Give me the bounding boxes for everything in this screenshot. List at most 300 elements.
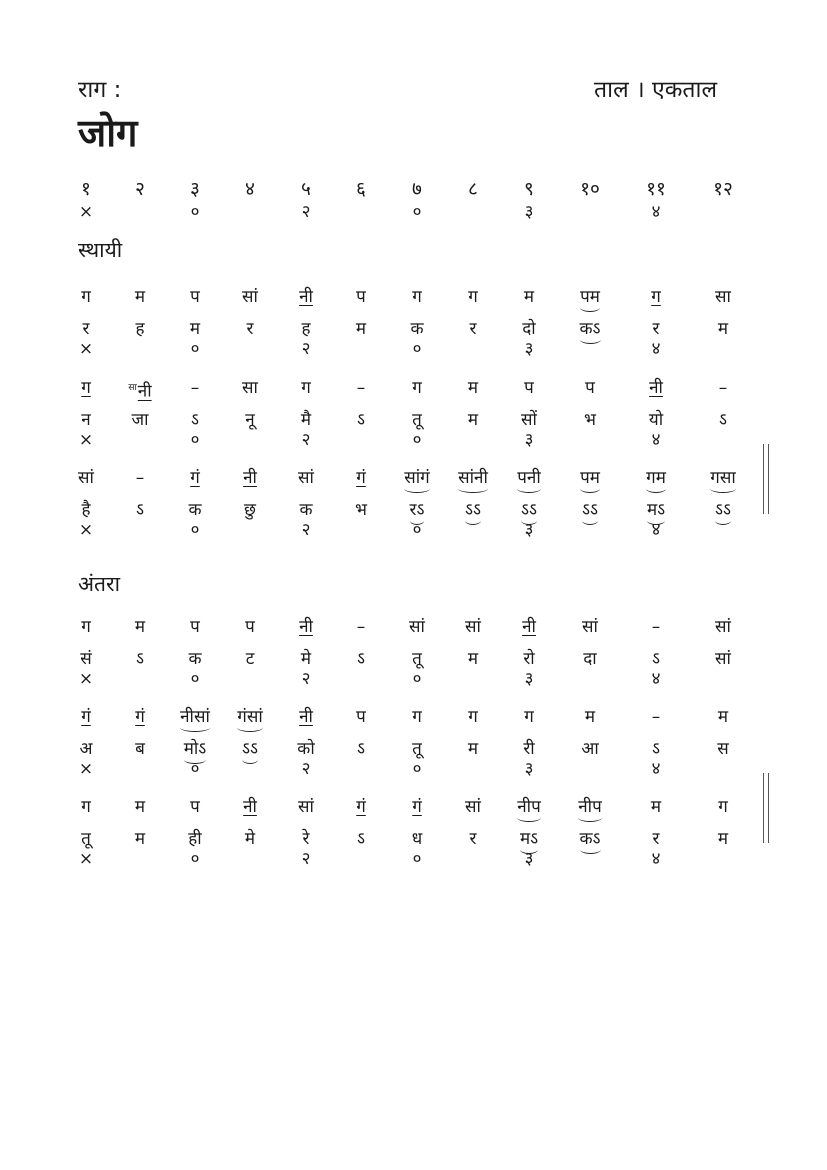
swar-note xyxy=(220,797,280,817)
bol-syllable-text: ऽऽ xyxy=(465,500,481,520)
taal-mark-text: ४ xyxy=(651,520,661,540)
swar-note xyxy=(331,378,391,398)
taal-mark-text: ३ xyxy=(524,520,534,540)
swar-note-text: प xyxy=(190,797,200,817)
beat-number-text: ७ xyxy=(412,178,422,200)
swar-note-text: नीप xyxy=(517,797,541,817)
meend-arc xyxy=(237,723,262,732)
swar-note xyxy=(220,468,280,488)
swar-note xyxy=(693,617,753,637)
taal-mark-text: ० xyxy=(412,520,422,540)
bol-syllable-text: रऽ xyxy=(409,500,425,520)
bol-syllable-text: नू xyxy=(245,410,255,430)
taal-mark xyxy=(626,430,686,450)
bol-syllable-text: है xyxy=(81,500,91,520)
swar-note-text: नी xyxy=(649,378,663,398)
bol-syllable xyxy=(331,829,391,849)
taal-mark xyxy=(626,202,686,222)
bol-syllable-text: तू xyxy=(81,829,91,849)
swar-note-text: प xyxy=(190,617,200,637)
bol-syllable-text: मै xyxy=(300,410,312,430)
swar-note xyxy=(560,287,620,307)
swar-note xyxy=(220,378,280,398)
swar-note xyxy=(110,617,170,637)
bol-syllable xyxy=(443,829,503,849)
taal-mark xyxy=(626,669,686,689)
taal-mark xyxy=(276,759,336,779)
bol-syllable xyxy=(56,319,116,339)
bol-syllable xyxy=(331,649,391,669)
swar-note-text: ग xyxy=(524,707,534,727)
bol-syllable xyxy=(560,319,620,339)
bol-syllable xyxy=(276,319,336,339)
taal-mark-text: २ xyxy=(301,759,311,779)
bol-syllable-text: री xyxy=(523,739,535,759)
taal-mark-text: ३ xyxy=(524,669,534,689)
taal-mark-text: २ xyxy=(301,669,311,689)
swar-note xyxy=(693,707,753,727)
beat-number xyxy=(560,179,620,199)
swar-note-text: म xyxy=(467,378,479,398)
taal-mark-text: २ xyxy=(301,430,311,450)
taal-mark-text: × xyxy=(78,849,94,869)
swar-note xyxy=(165,287,225,307)
beat-number xyxy=(387,179,447,199)
meend-arc xyxy=(465,516,481,525)
bol-syllable-text: म xyxy=(717,829,729,849)
double-barline xyxy=(768,773,769,843)
swar-note-text: सां xyxy=(298,797,314,817)
swar-note-text: सां xyxy=(582,617,598,637)
swar-note-text: सां xyxy=(298,468,314,488)
bol-syllable-text: मे xyxy=(300,649,312,669)
bol-syllable xyxy=(499,829,559,849)
taal-mark xyxy=(276,339,336,359)
taal-mark xyxy=(499,430,559,450)
bol-syllable-text: ऽ xyxy=(136,500,144,520)
taal-mark xyxy=(276,520,336,540)
swar-note xyxy=(693,287,753,307)
bol-syllable-text: न xyxy=(81,410,91,430)
taal-mark-text: ० xyxy=(190,849,200,869)
swar-note xyxy=(626,797,686,817)
taal-mark xyxy=(276,202,336,222)
bol-syllable xyxy=(387,649,447,669)
swar-note-text: सा xyxy=(242,378,258,398)
swar-note xyxy=(387,797,447,817)
swar-note xyxy=(499,797,559,817)
bol-syllable xyxy=(276,739,336,759)
taal-mark xyxy=(56,202,116,222)
bol-syllable-text: सों xyxy=(521,410,537,430)
bol-syllable xyxy=(626,319,686,339)
swar-note-text: – xyxy=(651,617,661,637)
taal-mark-text: ० xyxy=(412,849,422,869)
bol-syllable xyxy=(165,649,225,669)
swar-note-text: प xyxy=(245,617,255,637)
bol-syllable xyxy=(331,410,391,430)
taal-mark-text: २ xyxy=(301,339,311,359)
bol-syllable-text: ऽ xyxy=(357,649,365,669)
swar-note xyxy=(220,707,280,727)
bol-syllable-text: मऽ xyxy=(519,829,539,849)
bol-syllable xyxy=(110,319,170,339)
bol-syllable-text: यो xyxy=(648,410,664,430)
swar-note xyxy=(110,378,170,402)
swar-note-text: ग xyxy=(718,797,728,817)
taal-mark-text: ० xyxy=(190,430,200,450)
swar-note-text: सां xyxy=(465,797,481,817)
swar-note xyxy=(499,378,559,398)
bol-syllable xyxy=(560,649,620,669)
bol-syllable xyxy=(165,319,225,339)
bol-syllable-text: क xyxy=(410,319,424,339)
bol-syllable-text: ऽ xyxy=(357,410,365,430)
bol-syllable-text: र xyxy=(652,319,660,339)
swar-note xyxy=(443,468,503,488)
meend-arc xyxy=(458,484,488,493)
taal-mark-text: ० xyxy=(412,202,422,222)
beat-number xyxy=(499,179,559,199)
bol-syllable-text: जा xyxy=(131,410,149,430)
bol-syllable-text: तू xyxy=(412,649,422,669)
bol-syllable-text: ऽ xyxy=(652,649,660,669)
swar-note-text: गसा xyxy=(710,468,736,488)
bol-syllable xyxy=(499,410,559,430)
swar-note-text: ग xyxy=(412,378,422,398)
bol-syllable xyxy=(165,739,225,759)
bol-syllable xyxy=(560,739,620,759)
swar-note xyxy=(220,287,280,307)
swar-note-text: म xyxy=(134,797,146,817)
bol-syllable-text: म xyxy=(467,410,479,430)
bol-syllable-text: ऽऽ xyxy=(521,500,537,520)
bol-syllable-text: ऽ xyxy=(357,829,365,849)
bol-syllable-text: भ xyxy=(584,410,596,430)
swar-note xyxy=(331,468,391,488)
taal-mark xyxy=(56,430,116,450)
bol-syllable xyxy=(56,500,116,520)
swar-note-text: ग xyxy=(468,707,478,727)
swar-note-text: गं xyxy=(356,797,366,817)
swar-note-text: म xyxy=(584,707,596,727)
bol-syllable-text: कऽ xyxy=(579,829,601,849)
bol-syllable xyxy=(220,500,280,520)
taal-mark-text: ० xyxy=(190,339,200,359)
beat-number-text: १२ xyxy=(713,178,733,200)
beat-number xyxy=(110,179,170,199)
swar-note-text: सां xyxy=(78,468,94,488)
bol-syllable-text: मोऽ xyxy=(183,739,207,759)
swar-note-text: नीप xyxy=(578,797,602,817)
taal-mark xyxy=(499,520,559,540)
beat-number-text: १० xyxy=(580,178,600,200)
swar-note-text: नी xyxy=(243,468,257,488)
taal-mark-text: २ xyxy=(301,849,311,869)
taal-mark-text: ३ xyxy=(524,759,534,779)
bol-syllable-text: मे xyxy=(244,829,256,849)
bol-syllable-text: म xyxy=(467,649,479,669)
swar-note xyxy=(56,378,116,398)
meend-arc xyxy=(180,723,210,732)
taal-mark xyxy=(626,759,686,779)
beat-number-text: ११ xyxy=(646,178,666,200)
bol-syllable xyxy=(560,410,620,430)
bol-syllable xyxy=(693,319,753,339)
bol-syllable xyxy=(693,829,753,849)
swar-note xyxy=(165,707,225,727)
bol-syllable-text: सं xyxy=(80,649,92,669)
beat-number-text: ५ xyxy=(301,178,311,200)
swar-note-text: सांनी xyxy=(458,468,488,488)
bol-syllable-text: ऽ xyxy=(357,739,365,759)
bol-syllable-text: ऽऽ xyxy=(715,500,731,520)
meend-arc xyxy=(710,484,735,493)
swar-note-text: ग xyxy=(412,287,422,307)
taal-mark-text: ० xyxy=(412,669,422,689)
swar-note xyxy=(626,287,686,307)
swar-note xyxy=(331,797,391,817)
bol-syllable xyxy=(626,649,686,669)
bol-syllable xyxy=(387,739,447,759)
bol-syllable-text: ऽऽ xyxy=(582,500,598,520)
taal-mark-text: ० xyxy=(190,202,200,222)
taal-mark-text: ३ xyxy=(524,202,534,222)
swar-note xyxy=(693,468,753,488)
swar-note xyxy=(626,617,686,637)
taal-mark-text: ० xyxy=(412,759,422,779)
swar-note xyxy=(387,468,447,488)
swar-note-text: म xyxy=(717,707,729,727)
swar-note-text: नी xyxy=(299,287,313,307)
taal-mark xyxy=(626,339,686,359)
swar-note xyxy=(165,468,225,488)
swar-note xyxy=(110,468,170,488)
taal-mark-text: ० xyxy=(190,669,200,689)
swar-note-text: पम xyxy=(580,287,600,307)
swar-note-text: नी xyxy=(243,797,257,817)
swar-note-text: पनी xyxy=(517,468,541,488)
bol-syllable xyxy=(443,649,503,669)
swar-note-text: प xyxy=(356,287,366,307)
bol-syllable-text: छु xyxy=(244,500,256,520)
bol-syllable xyxy=(276,649,336,669)
bol-syllable-text: दा xyxy=(583,649,597,669)
taal-mark-text: ० xyxy=(412,430,422,450)
bol-syllable-text: ही xyxy=(188,829,202,849)
beat-number xyxy=(626,179,686,199)
taal-mark xyxy=(56,520,116,540)
meend-arc xyxy=(404,484,429,493)
taal-mark xyxy=(165,669,225,689)
swar-note xyxy=(165,617,225,637)
taal-mark xyxy=(165,202,225,222)
bol-syllable-text: क xyxy=(188,500,202,520)
taal-mark xyxy=(276,430,336,450)
bol-syllable-text: क xyxy=(299,500,313,520)
taal-mark xyxy=(165,849,225,869)
beat-number-text: ८ xyxy=(468,178,478,200)
bol-syllable xyxy=(220,739,280,759)
swar-note xyxy=(626,707,686,727)
beat-number-text: ४ xyxy=(245,178,255,200)
swar-note xyxy=(443,797,503,817)
meend-arc xyxy=(580,335,601,344)
taal-mark xyxy=(387,430,447,450)
beat-number xyxy=(220,179,280,199)
bol-syllable xyxy=(443,410,503,430)
swar-note xyxy=(56,707,116,727)
bol-syllable-text: को xyxy=(297,739,315,759)
bol-syllable xyxy=(560,500,620,520)
swar-note-text: – xyxy=(651,707,661,727)
swar-note xyxy=(276,617,336,637)
taal-mark xyxy=(387,759,447,779)
taal-mark xyxy=(626,849,686,869)
swar-note-text: म xyxy=(523,287,535,307)
taal-mark xyxy=(56,339,116,359)
taal-mark xyxy=(387,202,447,222)
swar-note-text: – xyxy=(356,378,366,398)
bol-syllable xyxy=(220,319,280,339)
swar-note-text: सां xyxy=(242,287,258,307)
swar-note xyxy=(560,468,620,488)
swar-note xyxy=(331,617,391,637)
swar-note xyxy=(331,287,391,307)
bol-syllable xyxy=(110,500,170,520)
meend-arc xyxy=(646,484,666,493)
taal-mark xyxy=(56,759,116,779)
bol-syllable xyxy=(560,829,620,849)
swar-note xyxy=(626,378,686,398)
swar-note xyxy=(443,378,503,398)
meend-arc xyxy=(578,813,602,822)
swar-note xyxy=(499,617,559,637)
bol-syllable xyxy=(56,410,116,430)
swar-note-text: ग xyxy=(81,617,91,637)
bol-syllable xyxy=(499,319,559,339)
bol-syllable-text: आ xyxy=(581,739,599,759)
bol-syllable xyxy=(220,649,280,669)
double-barline xyxy=(768,444,769,514)
taal-mark-text: ४ xyxy=(651,759,661,779)
bol-syllable-text: ऽ xyxy=(136,649,144,669)
bol-syllable xyxy=(56,829,116,849)
bol-syllable xyxy=(165,500,225,520)
bol-syllable-text: म xyxy=(467,739,479,759)
taal-mark-text: ४ xyxy=(651,669,661,689)
bol-syllable xyxy=(499,500,559,520)
taal-mark-text: × xyxy=(78,430,94,450)
meend-arc xyxy=(517,484,541,493)
bol-syllable-text: र xyxy=(652,829,660,849)
bol-syllable-text: कऽ xyxy=(579,319,601,339)
bol-syllable xyxy=(626,739,686,759)
swar-note xyxy=(560,797,620,817)
beat-number-text: ६ xyxy=(356,178,366,200)
swar-note-text: गं xyxy=(190,468,200,488)
bol-syllable xyxy=(165,829,225,849)
swar-note-text: गं xyxy=(135,707,145,727)
bol-syllable-text: ऽऽ xyxy=(242,739,258,759)
swar-note-text: – xyxy=(135,468,145,488)
bol-syllable-text: ब xyxy=(135,739,145,759)
bol-syllable xyxy=(499,649,559,669)
taal-mark-text: × xyxy=(78,202,94,222)
taal-mark-text: ४ xyxy=(651,849,661,869)
bol-syllable xyxy=(110,649,170,669)
swar-note-text: पम xyxy=(580,468,600,488)
swar-note-text: नी xyxy=(299,707,313,727)
swar-note xyxy=(387,378,447,398)
beat-number-text: ३ xyxy=(190,178,200,200)
swar-note xyxy=(56,617,116,637)
meend-arc xyxy=(715,516,731,525)
swar-note-text: सां xyxy=(465,617,481,637)
section-title: अंतरा xyxy=(78,572,121,596)
bol-syllable-text: ऽ xyxy=(191,410,199,430)
swar-note xyxy=(56,797,116,817)
raag-name: जोग xyxy=(78,111,138,155)
swar-note-text: प xyxy=(356,707,366,727)
taal-mark xyxy=(56,849,116,869)
bol-syllable xyxy=(331,319,391,339)
bol-syllable-text: र xyxy=(82,319,90,339)
bol-syllable xyxy=(443,500,503,520)
bol-syllable-text: म xyxy=(189,319,201,339)
swar-note xyxy=(56,468,116,488)
beat-number xyxy=(693,179,753,199)
swar-note xyxy=(56,287,116,307)
swar-note xyxy=(276,797,336,817)
bol-syllable xyxy=(387,829,447,849)
bol-syllable xyxy=(693,410,753,430)
swar-note xyxy=(560,378,620,398)
swar-note-text: – xyxy=(190,378,200,398)
bol-syllable xyxy=(276,829,336,849)
swar-note xyxy=(331,707,391,727)
taal-mark-text: ० xyxy=(190,759,200,779)
bol-syllable-text: क xyxy=(188,649,202,669)
taal-mark xyxy=(165,430,225,450)
bol-syllable-text: ध xyxy=(411,829,423,849)
swar-note xyxy=(560,617,620,637)
swar-note xyxy=(110,287,170,307)
taal-mark xyxy=(499,339,559,359)
swar-note xyxy=(165,797,225,817)
beat-number xyxy=(56,179,116,199)
bol-syllable xyxy=(110,829,170,849)
bol-syllable xyxy=(220,410,280,430)
swar-note-text: म xyxy=(650,797,662,817)
taal-label: ताल । एकताल xyxy=(594,77,718,103)
bol-syllable-text: सां xyxy=(715,649,731,669)
swar-note xyxy=(499,287,559,307)
taal-mark-text: २ xyxy=(301,202,311,222)
swar-note xyxy=(220,617,280,637)
swar-note-text: ग xyxy=(81,287,91,307)
taal-mark xyxy=(165,339,225,359)
swar-note-text: सा xyxy=(715,287,731,307)
taal-mark-text: × xyxy=(78,759,94,779)
swar-note-text: म xyxy=(134,287,146,307)
swar-note-text: नी xyxy=(522,617,536,637)
swar-note-text: सां xyxy=(409,617,425,637)
swar-note-text: नीसां xyxy=(180,707,210,727)
beat-number-text: ९ xyxy=(524,178,534,200)
beat-number xyxy=(165,179,225,199)
taal-mark-text: ३ xyxy=(524,339,534,359)
